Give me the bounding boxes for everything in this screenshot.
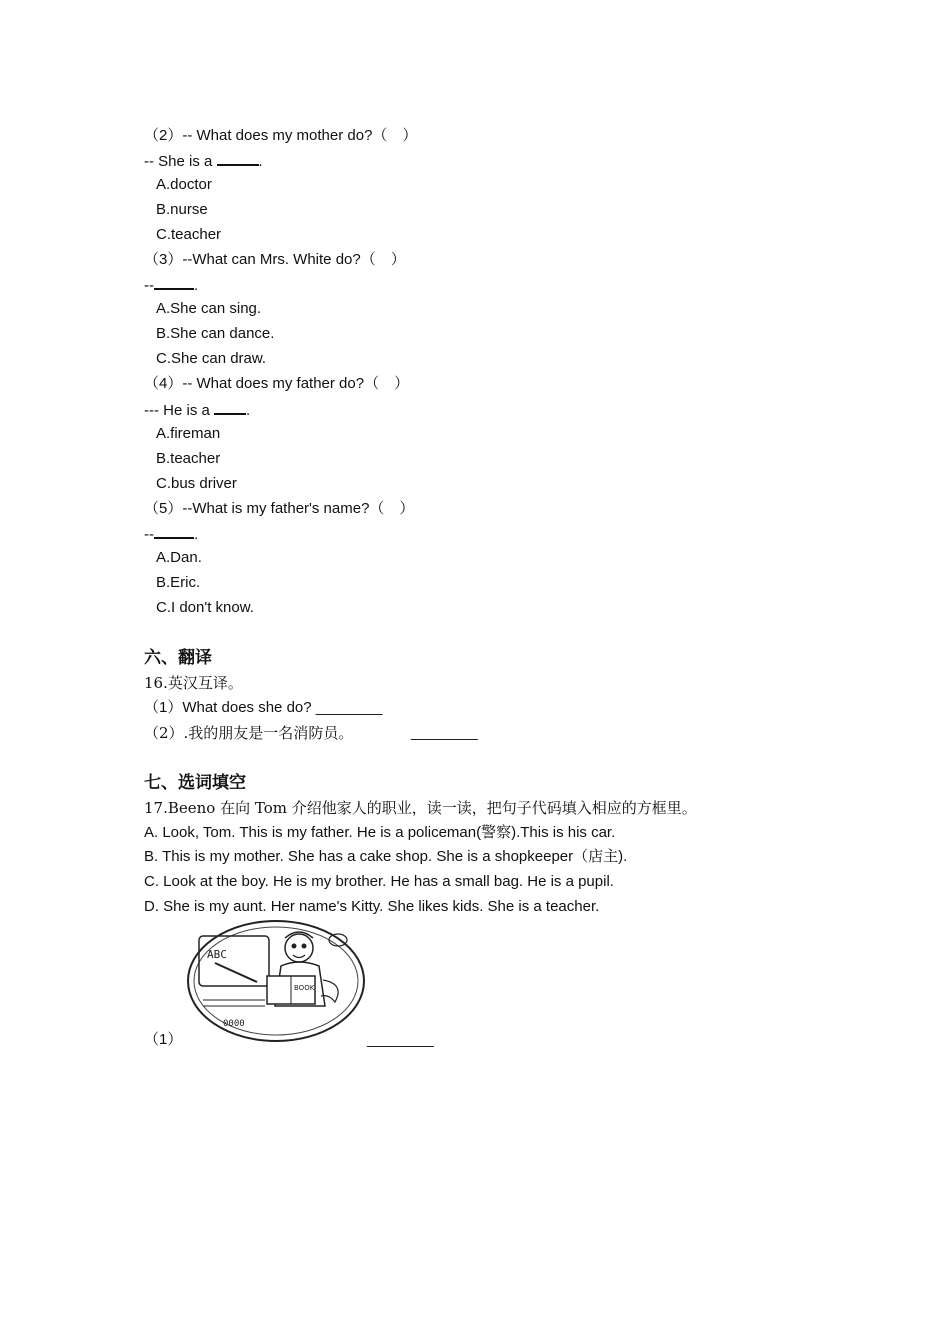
q5-question: （5）--What is my father's name?（ ）: [144, 500, 415, 517]
section6-heading: 六、翻译: [144, 648, 212, 668]
section6-item1[interactable]: （1）What does she do? ________: [144, 699, 383, 716]
q3-answer-prefix: --: [144, 277, 154, 294]
q4-question: （4）-- What does my father do?（ ）: [144, 375, 410, 392]
q4-answer-blank[interactable]: [214, 399, 246, 415]
section7-item1-label: （1）: [144, 1031, 183, 1048]
q2-question: （2）-- What does my mother do?（ ）: [144, 127, 418, 144]
section7-sentence-b: B. This is my mother. She has a cake shop. She is a shopkeeper（店主).: [144, 848, 628, 865]
q2-answer-blank[interactable]: [217, 150, 259, 166]
q3-option-b[interactable]: B.She can dance.: [156, 325, 275, 342]
q3-answer-blank[interactable]: [154, 274, 194, 290]
q3-option-c[interactable]: C.She can draw.: [156, 350, 267, 367]
section7-heading: 七、选词填空: [144, 773, 246, 793]
q3-option-a[interactable]: A.She can sing.: [156, 300, 262, 317]
section7-instruction: 17.Beeno 在向 Tom 介绍他家人的职业，读一读，把句子代码填入相应的方框里。: [144, 799, 697, 817]
q4-answer-prefix: --- He is a: [144, 402, 215, 419]
q2-option-b[interactable]: B.nurse: [156, 201, 208, 218]
q5-option-a[interactable]: A.Dan.: [156, 549, 202, 566]
q5-option-c[interactable]: C.I don't know.: [156, 599, 254, 616]
section7-item1-blank[interactable]: ________: [367, 1031, 434, 1048]
chalkboard-text: ABC: [207, 948, 227, 961]
wall-badge: [329, 934, 347, 946]
q2-option-a[interactable]: A.doctor: [156, 176, 212, 193]
pointer: [215, 963, 257, 982]
section7-sentence-a: A. Look, Tom. This is my father. He is a policeman(警察).This is his car.: [144, 824, 616, 841]
q5-option-b[interactable]: B.Eric.: [156, 574, 201, 591]
section6-item2: （2）.我的朋友是一名消防员。: [144, 724, 354, 742]
section6-item2-blank[interactable]: ________: [411, 724, 478, 741]
q4-option-a[interactable]: A.fireman: [156, 425, 221, 442]
q3-question: （3）--What can Mrs. White do?（ ）: [144, 251, 406, 268]
q2-option-c[interactable]: C.teacher: [156, 226, 222, 243]
badge-text: 0000: [223, 1019, 245, 1029]
q5-answer-prefix: --: [144, 526, 154, 543]
book-text: BOOK: [294, 984, 315, 992]
q3-answer-line: [144, 274, 198, 296]
teacher-illustration: [185, 918, 367, 1044]
q4-answer-suffix: .: [246, 402, 251, 419]
q5-answer-line: [144, 523, 198, 545]
section7-sentence-d: D. She is my aunt. Her name's Kitty. She likes kids. She is a teacher.: [144, 898, 600, 915]
q4-option-c[interactable]: C.bus driver: [156, 475, 237, 492]
section7-sentence-c: C. Look at the boy. He is my brother. He has a small bag. He is a pupil.: [144, 873, 614, 890]
q2-answer-prefix: -- She is a: [144, 153, 217, 170]
q2-answer-line: [144, 150, 263, 172]
q5-answer-suffix: .: [194, 526, 199, 543]
chalkboard: [199, 936, 269, 986]
q5-answer-blank[interactable]: [154, 523, 194, 539]
q3-answer-suffix: .: [194, 277, 199, 294]
section6-instruction: 16.英汉互译。: [144, 674, 243, 692]
q2-answer-suffix: .: [258, 153, 263, 170]
q4-answer-line: [144, 399, 250, 421]
q4-option-b[interactable]: B.teacher: [156, 450, 221, 467]
